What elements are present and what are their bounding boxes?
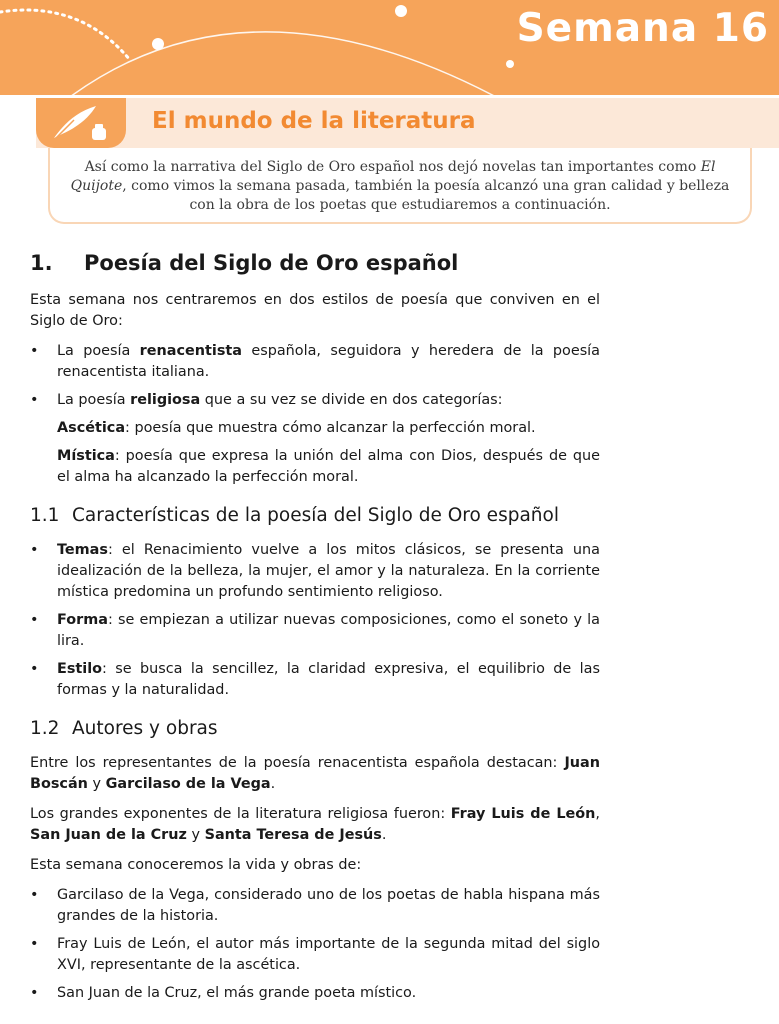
main-content: [30, 248, 600, 1011]
bullet-list: [30, 341, 600, 411]
list-item: • Garcilaso de la Vega, considerado uno de los poetas de habla hispana más grandes de la historia.: [30, 887, 600, 924]
section-title: El mundo de la literatura: [152, 108, 476, 134]
list-item: • San Juan de la Cruz, el más grande poeta místico.: [30, 985, 417, 1001]
heading-1-2: 1.2 Autores y obras: [30, 718, 218, 739]
paragraph: Esta semana conoceremos la vida y obras de:: [30, 857, 362, 873]
intro-paragraph: Así como la narrativa del Siglo de Oro español nos dejó novelas tan importantes como El Quijote, como vimos la semana pasada, también la poesía alcanzó una gran calidad y belleza con la obra de los poetas que estudiaremos a continuación.: [70, 159, 730, 213]
list-item: • Forma: se empiezan a utilizar nuevas composiciones, como el soneto y la lira.: [30, 612, 600, 649]
week-title: Semana 16: [516, 6, 769, 51]
paragraph: Entre los representantes de la poesía renacentista española destacan: Juan Boscán y Garcilaso de la Vega.: [30, 755, 600, 792]
header-banner: [0, 0, 779, 95]
bullet-list: [30, 540, 600, 701]
sub-item: Mística: poesía que expresa la unión del alma con Dios, después de que el alma ha alcanzado la perfección moral.: [57, 448, 600, 485]
list-item: • Fray Luis de León, el autor más importante de la segunda mitad del siglo XVI, representante de la ascética.: [30, 936, 600, 973]
section-icon-box: [36, 98, 126, 148]
quill-inkwell-icon: [50, 104, 112, 144]
paragraph: Esta semana nos centraremos en dos estilos de poesía que conviven en el Siglo de Oro:: [30, 292, 600, 329]
bullet-list: [30, 885, 600, 1004]
list-item: • Temas: el Renacimiento vuelve a los mitos clásicos, se presenta una idealización de la belleza, la mujer, el amor y la naturaleza. En la corriente mística predomina un profundo sentimiento religioso.: [30, 542, 600, 600]
heading-1: 1. Poesía del Siglo de Oro español: [30, 251, 459, 275]
list-item: • Estilo: se busca la sencillez, la claridad expresiva, el equilibrio de las formas y la naturalidad.: [30, 661, 600, 698]
list-item: • La poesía renacentista española, seguidora y heredera de la poesía renacentista italiana.: [30, 343, 601, 380]
paragraph: Los grandes exponentes de la literatura religiosa fueron: Fray Luis de León, San Juan de la Cruz y Santa Teresa de Jesús.: [30, 806, 600, 843]
heading-1-1: 1.1 Características de la poesía del Siglo de Oro español: [30, 505, 559, 526]
list-item: • La poesía religiosa que a su vez se divide en dos categorías:: [30, 392, 503, 408]
sub-item: Ascética: poesía que muestra cómo alcanzar la perfección moral.: [57, 420, 536, 436]
